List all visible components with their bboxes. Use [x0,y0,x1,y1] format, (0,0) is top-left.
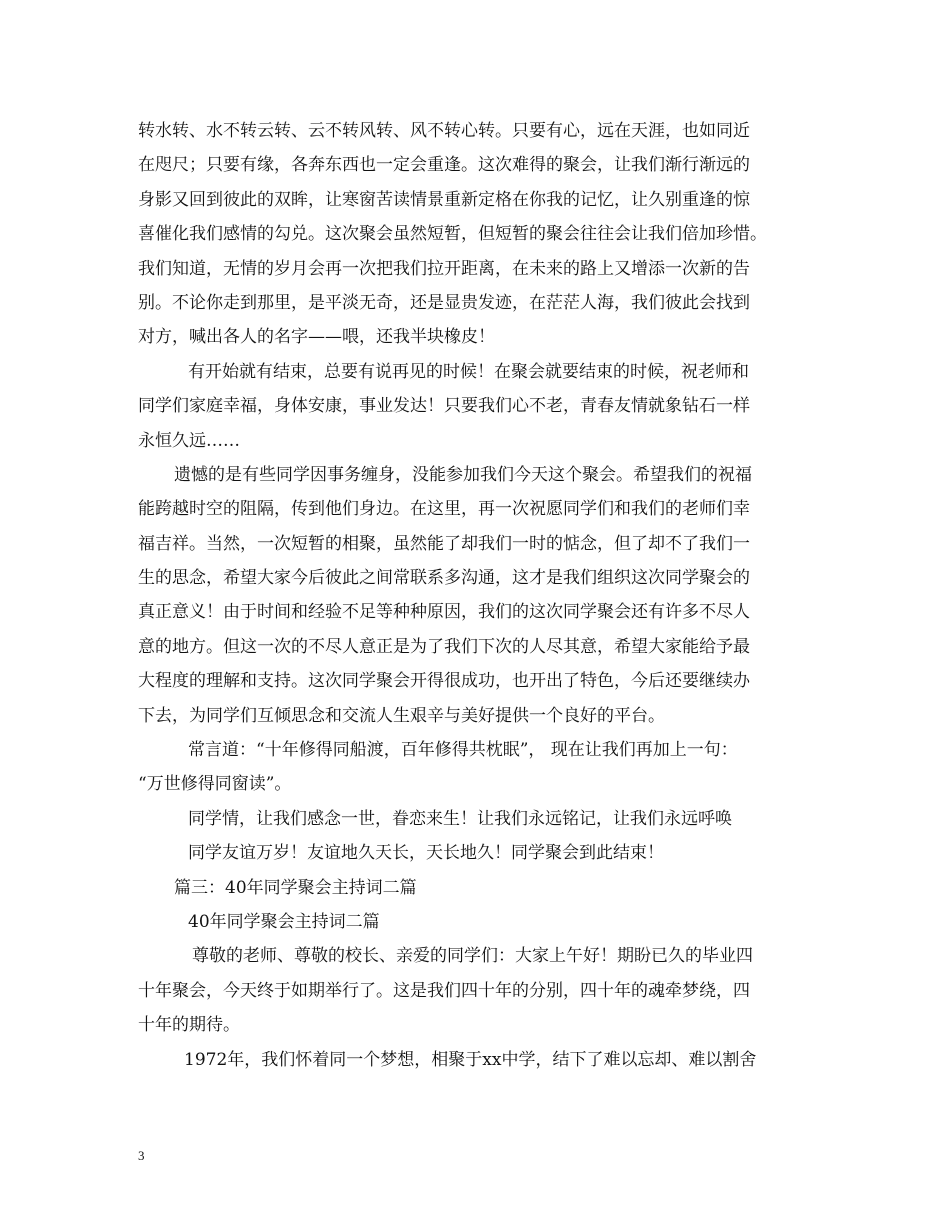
text-line: 遗憾的是有些同学因事务缠身，没能参加我们今天这个聚会。希望我们的祝福 [174,464,752,485]
text-line: 同学友谊万岁！友谊地久天长，天长地久！同学聚会到此结束！ [188,843,664,864]
text-line: 同学情，让我们感念一世，眷恋来生！让我们永远铭记，让我们永远呼唤 [188,808,732,829]
text-line: 常言道：“十年修得同船渡，百年修得共枕眠”， 现在让我们再加上一句： [188,740,738,761]
subheading: 40年同学聚会主持词二篇 [188,911,380,932]
text-line: 大程度的理解和支持。这次同学聚会开得很成功，也开出了特色，今后还要继续办 [138,671,750,692]
section-heading: 篇三：40年同学聚会主持词二篇 [174,877,417,898]
text-line: 别。不论你走到那里，是平淡无奇，还是显贵发迹，在茫茫人海，我们彼此会找到 [138,292,750,313]
text-line: 身影又回到彼此的双眸，让寒窗苦读情景重新定格在你我的记忆，让久别重逢的惊 [138,189,750,210]
text-line: 福吉祥。当然，一次短暂的相聚，虽然能了却我们一时的惦念，但了却不了我们一 [138,533,750,554]
document-body [138,114,818,1077]
text-line: 转水转、水不转云转、云不转风转、风不转心转。只要有心，远在天涯，也如同近 [138,121,750,141]
text-line: 有开始就有结束，总要有说再见的时候！在聚会就要结束的时候，祝老师和 [188,361,749,382]
text-line: 下去，为同学们互倾思念和交流人生艰辛与美好提供一个良好的平台。 [138,705,665,726]
page-number: 3 [138,1148,145,1163]
text-line: 在咫尺；只要有缘，各奔东西也一定会重逢。这次难得的聚会，让我们渐行渐远的 [138,155,750,176]
text-line: 我们知道，无情的岁月会再一次把我们拉开距离，在未来的路上又增添一次新的告 [138,258,750,279]
text-line: 尊敬的老师、尊敬的校长、亲爱的同学们：大家上午好！期盼已久的毕业四 [192,946,753,967]
text-line: 十年聚会，今天终于如期举行了。这是我们四十年的分别，四十年的魂牵梦绕，四 [138,980,750,1001]
text-line: 喜催化我们感情的勾兑。这次聚会虽然短暂，但短暂的聚会往往会让我们倍加珍惜。 [138,224,767,245]
text-line: 十年的期待。 [138,1015,240,1036]
text-line: 对方，喊出各人的名字——喂，还我半块橡皮！ [138,327,495,348]
text-line: 同学们家庭幸福，身体安康，事业发达！只要我们心不老，青春友情就象钻石一样 [138,396,750,417]
text-line: 1972年，我们怀着同一个梦想，相聚于xx中学，结下了难以忘却、难以割舍 [184,1049,757,1070]
text-line: 生的思念，希望大家今后彼此之间常联系多沟通，这才是我们组织这次同学聚会的 [138,568,750,589]
text-line: 能跨越时空的阻隔，传到他们身边。在这里，再一次祝愿同学们和我们的老师们幸 [138,499,750,520]
text-line: 永恒久远…… [138,430,240,451]
text-line: 真正意义！由于时间和经验不足等种种原因，我们的这次同学聚会还有许多不尽人 [138,602,750,623]
text-line: “万世修得同窗读”。 [138,774,292,795]
text-line: 意的地方。但这一次的不尽人意正是为了我们下次的人尽其意，希望大家能给予最 [138,636,750,657]
